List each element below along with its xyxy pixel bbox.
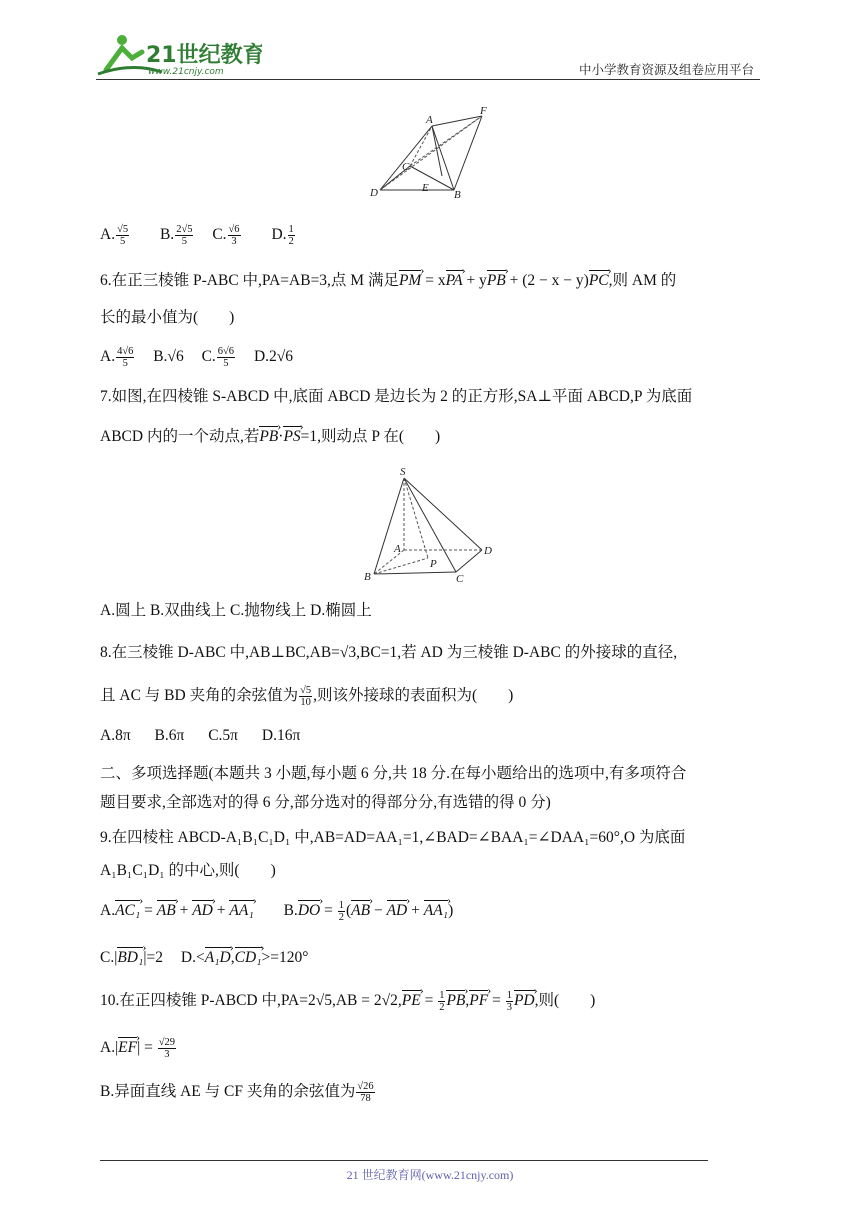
q7-options: A.圆上 B.双曲线上 C.抛物线上 D.椭圆上 [100,602,372,619]
q8-option-b: B.6π [154,727,185,744]
q5-option-b: B. $\frac{2√5}{5}$ [159,224,193,247]
q5-option-c: C. $\frac{√6}{3}$ [212,224,240,247]
q9-option-a: A.AC₁ › = AB › + AD › + AA₁ › [100,902,254,919]
q7-label-b: B [364,571,371,583]
q8-stem-line1: 8.在三棱锥 D-ABC 中,AB⊥BC,AB=√3,BC=1,若 AD 为三棱锥 D-ABC 的外接球的直径, [100,644,678,661]
q5-label-f: F [480,105,487,117]
q9-option-b: B.DO › = $\frac{1}{2}$ (AB › − AD › + AA₁ ›) [284,902,454,919]
q9-option-c: C.|BD₁ ›|=2 [100,949,163,966]
q7-label-p: P [430,558,437,570]
q9-stem-line2: A₁B₁C₁D₁ 的中心,则( ) [100,862,276,879]
q7-label-d: D [484,545,492,557]
q8-stem-line2: 且 AC 与 BD 夹角的余弦值为 $\frac{√5}{10}$ ,则该外接球的表面积为( ) [100,685,514,708]
section2-heading-line1: 二、多项选择题(本题共 3 小题,每小题 6 分,共 18 分.在每小题给出的选项中,有多项符合 [100,765,687,782]
q5-option-a: A. $\frac{√5}{5}$ [100,224,129,247]
q10-option-b: B.异面直线 AE 与 CF 夹角的余弦值为 $\frac{√26}{78}$ [100,1081,374,1104]
site-logo [92,30,262,78]
q7-stem-line2: ABCD 内的一个动点,若PB ›·PS ›=1,则动点 P 在( ) [100,424,440,448]
footer-text: 21 世纪教育网(www.21cnjy.com) [346,1168,514,1182]
footer-divider [100,1160,708,1161]
q5-figure [364,104,504,200]
section2-heading-line2: 题目要求,全部选对的得 6 分,部分选对的得部分分,有选错的得 0 分) [100,794,551,811]
logo-url: www.21cnjy.com [148,67,224,77]
q7-figure [360,462,500,586]
q9-options-cd [100,945,308,969]
q9-stem-line1: 9.在四棱柱 ABCD-A₁B₁C₁D₁ 中,AB=AD=AA₁=1,∠BAD=∠BAA₁=∠DAA₁=60°,O 为底面 [100,829,686,846]
q9-options-ab [100,898,453,923]
q8-option-a: A.8π [100,727,131,744]
q5-options [100,224,310,247]
q6-option-b: B.√6 [153,348,184,366]
q10-option-a: A.|EF ›| = $\frac{√29}{3}$ [100,1035,177,1060]
site-tagline: 中小学教育资源及组卷应用平台 [578,62,754,77]
q6-stem-line2: 长的最小值为( ) [100,309,235,326]
q5-label-a: A [426,114,433,126]
q8-option-c: C.5π [208,727,238,744]
logo-text: 21世纪教育 [146,43,262,68]
q6-option-c: C. $\frac{6√6}{5}$ [201,346,235,369]
q5-label-e: E [422,182,429,194]
q6-stem-line1: 6.在正三棱锥 P-ABC 中,PA=AB=3,点 M 满足PM › = xPA › + yPB › + (2 − x − y)PC ›,则 AM 的 [100,268,676,292]
q5-label-d: D [370,187,378,199]
q6-option-a: A. $\frac{4√6}{5}$ [100,346,134,369]
q5-label-c: C [402,161,410,173]
q5-option-d: D. $\frac{1}{2}$ [271,224,294,247]
q9-option-d: D.<A₁D ›,CD₁ ›>=120° [181,949,309,966]
q6-options [100,346,307,369]
q8-option-d: D.16π [261,727,301,744]
q7-label-c: C [456,573,464,585]
header-divider [96,79,760,80]
q6-option-d: D.2√6 [253,348,294,366]
q7-label-s: S [400,466,406,478]
q7-label-a: A [394,543,401,555]
q10-stem: 10.在正四棱锥 P-ABCD 中,PA=2√5,AB = 2√2,PE › = $\frac{1}{2}$ PB ›,PF › = $\frac{1}{3}$ PD ›,则( ) [100,988,595,1013]
q7-stem-line1: 7.如图,在四棱锥 S-ABCD 中,底面 ABCD 是边长为 2 的正方形,SA⊥平面 ABCD,P 为底面 [100,388,693,405]
q8-options [100,725,314,747]
q5-label-b: B [454,189,461,200]
